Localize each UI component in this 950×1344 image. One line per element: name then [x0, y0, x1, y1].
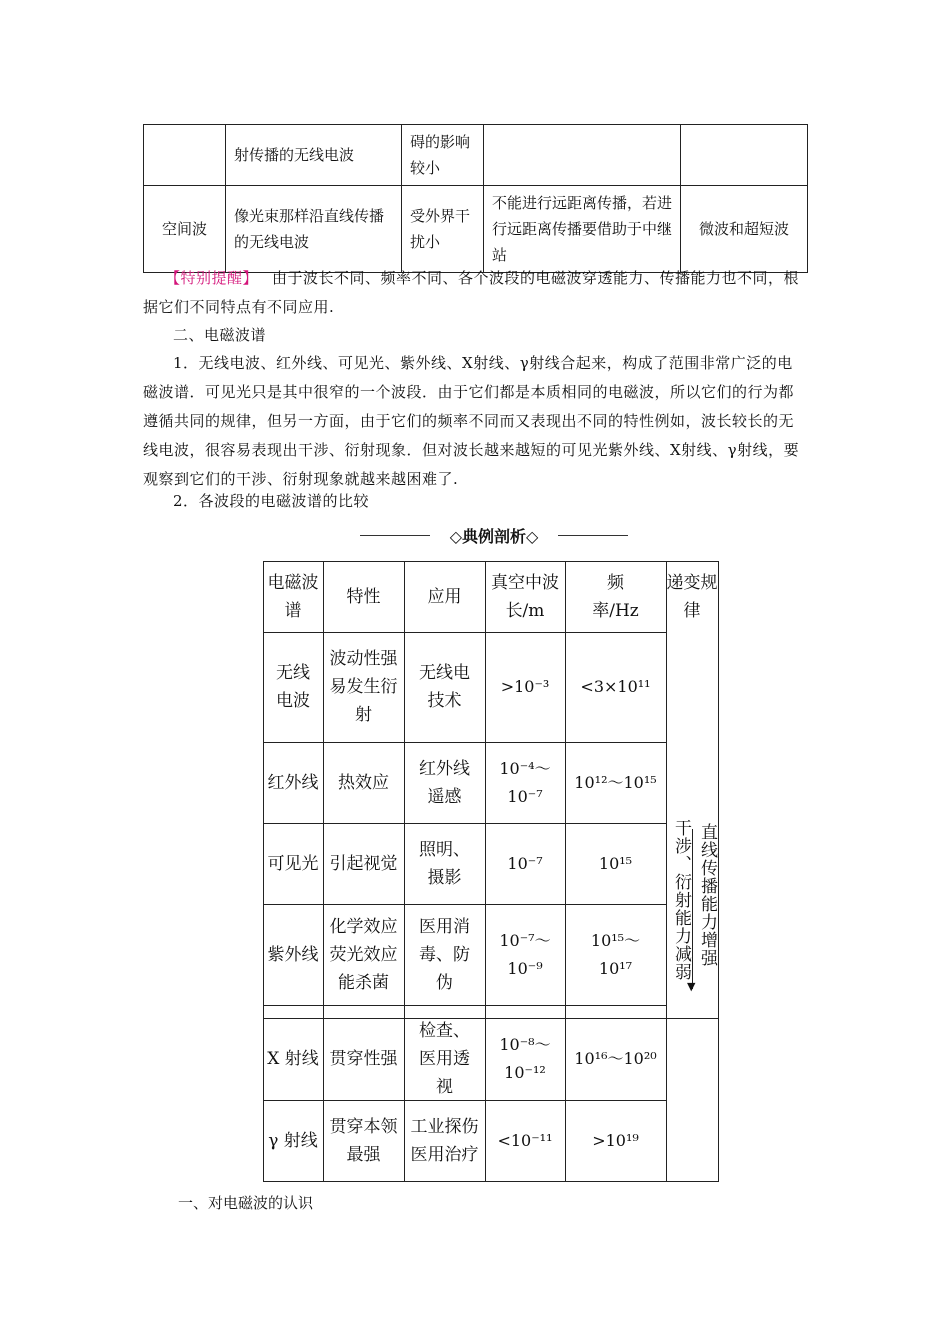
row-property: 热效应: [338, 772, 389, 793]
header-use: 应用: [427, 586, 462, 607]
row-wavelength: 10⁻⁸～10⁻¹²: [499, 1035, 551, 1082]
row-use: 无线电技术: [419, 663, 470, 711]
row-frequency: 10¹⁶～10²⁰: [574, 1049, 657, 1068]
banner-title: ◇典例剖析◇: [449, 527, 539, 546]
banner-rule: [558, 535, 628, 536]
header-frequency: 频率/Hz: [592, 572, 639, 621]
row-use: 红外线遥感: [419, 758, 470, 807]
header-spectrum: 电磁波谱: [267, 572, 319, 621]
banner-rule: [360, 535, 430, 536]
row-property: 波动性强易发生衍射: [329, 649, 398, 725]
row-frequency: >10¹⁹: [592, 1130, 639, 1150]
row-wavelength: 10⁻⁷: [507, 853, 543, 873]
section-title: 二、电磁波谱: [173, 326, 267, 344]
header-trend: 递变规律: [666, 572, 718, 621]
row-property: 引起视觉: [329, 853, 398, 874]
row-property: 贯穿性强: [329, 1049, 398, 1069]
row-frequency: 10¹²～10¹⁵: [574, 772, 657, 792]
table-cell: 像光束那样沿直线传播的无线电波: [226, 186, 402, 273]
table-row: [144, 186, 808, 273]
row-frequency: 10¹⁵: [598, 853, 633, 873]
special-reminder: [143, 264, 807, 322]
table-cell: [484, 125, 681, 186]
example-banner: [360, 522, 628, 548]
row-frequency: 10¹⁵～10¹⁷: [590, 930, 641, 978]
row-use: 工业探伤医用治疗: [410, 1116, 479, 1165]
table-cell: [144, 125, 226, 186]
row-name: 紫外线: [267, 944, 319, 965]
table-cell: 不能进行远距离传播，若进行远距离传播要借助于中继站: [484, 186, 681, 273]
table-cell: 受外界干扰小: [402, 186, 484, 273]
row-wavelength: 10⁻⁷～10⁻⁹: [499, 930, 551, 978]
table-cell: 射传播的无线电波: [226, 125, 402, 186]
propagation-table: [143, 124, 808, 273]
row-wavelength: 10⁻⁴～10⁻⁷: [499, 758, 551, 806]
spectrum-table: [263, 561, 719, 1182]
table-cell: 微波和超短波: [681, 186, 808, 273]
arrow-down-icon: ▼: [687, 980, 696, 993]
table-cell: 空间波: [144, 186, 226, 273]
row-frequency: <3×10¹¹: [580, 677, 651, 696]
row-use: 检查、医用透视: [419, 1021, 470, 1097]
row-use: 医用消毒、防伪: [419, 916, 470, 993]
row-name: X 射线: [267, 1049, 319, 1069]
table-row: [144, 125, 808, 186]
trend-straight-label: 直线传播能力增强: [697, 823, 717, 967]
header-wavelength: 真空中波长/m: [491, 572, 559, 621]
header-property: 特性: [346, 586, 381, 607]
reminder-label: 【特别提醒】: [165, 269, 259, 287]
reminder-text: 由于波长不同、频率不同、各个波段的电磁波穿透能力、传播能力也不同，根据它们不同特点有不同应用.: [143, 269, 800, 316]
row-name: γ 射线: [268, 1130, 318, 1151]
table-cell: 碍的影响较小: [402, 125, 484, 186]
trend-diffraction-label: 干涉、衍射能力减弱: [671, 819, 691, 981]
paragraph: 1．无线电波、红外线、可见光、紫外线、X射线、γ射线合起来，构成了范围非常广泛的电磁波谱．可见光只是其中很窄的一个波段．由于它们都是本质相同的电磁波，所以它们的行为都遵循共同的规律，但另一方面，由于它们的频率不同而又表现出不同的特性例如，波长较长的无线电波，很容易表现出干涉、衍射现象．但对波长越来越短的可见光紫外线、X射线、γ射线，要观察到它们的干涉、衍射现象就越来越困难了.: [143, 354, 800, 488]
row-use: 照明、摄影: [419, 839, 470, 888]
row-name: 红外线: [267, 772, 319, 793]
row-wavelength: <10⁻¹¹: [497, 1130, 553, 1150]
row-property: 贯穿本领最强: [329, 1116, 398, 1165]
row-name: 无线电波: [276, 663, 310, 711]
row-name: 可见光: [267, 853, 319, 874]
table-cell: [681, 125, 808, 186]
row-property: 化学效应荧光效应能杀菌: [329, 916, 398, 993]
section-heading: 一、对电磁波的认识: [178, 1194, 314, 1212]
paragraph: 2．各波段的电磁波谱的比较: [173, 492, 370, 510]
row-wavelength: >10⁻³: [500, 677, 550, 696]
